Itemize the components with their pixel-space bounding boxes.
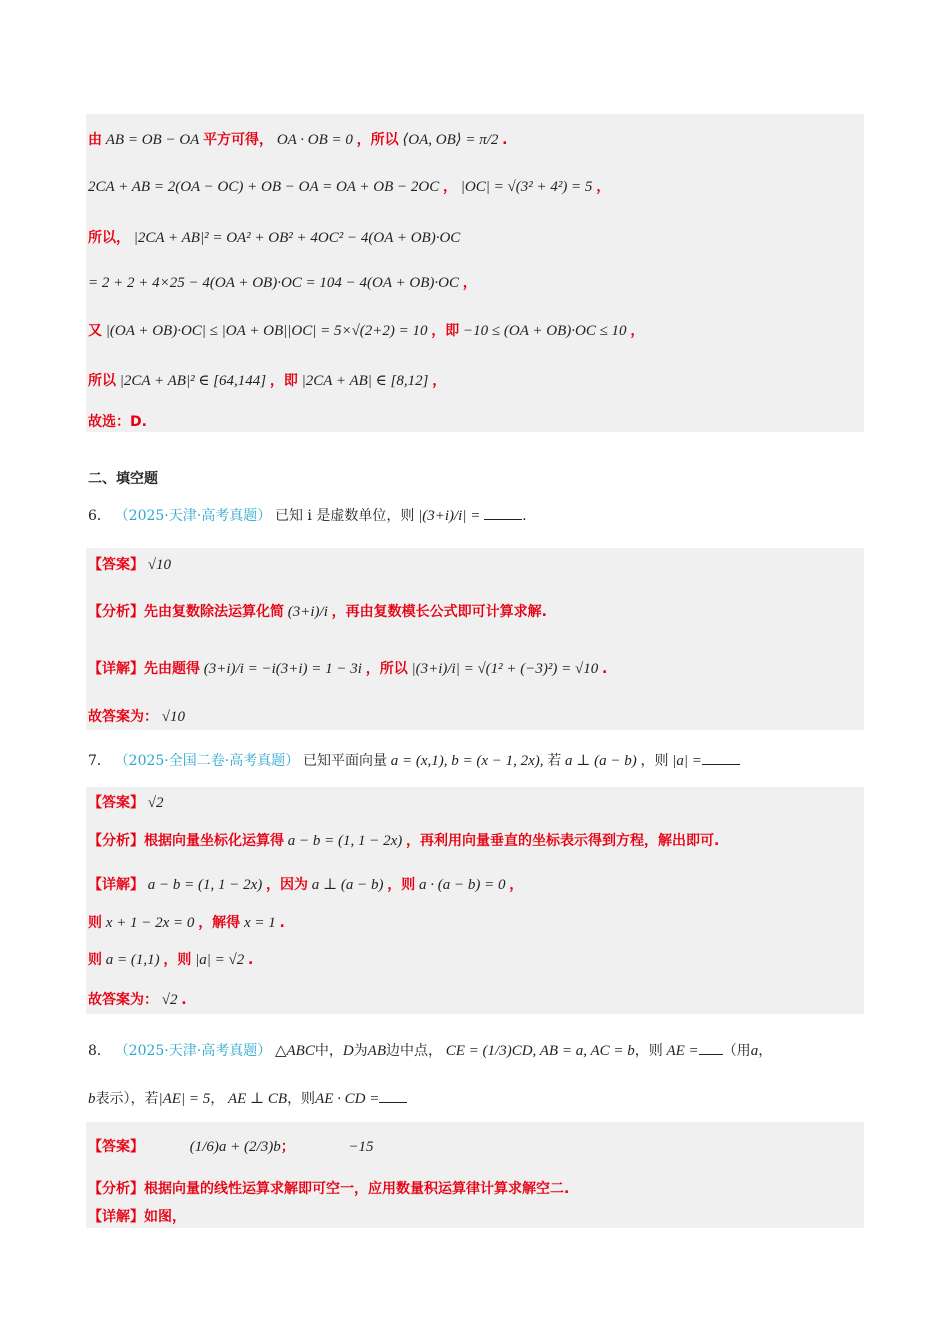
analysis-label: 【分析】	[88, 1181, 144, 1197]
section-title: 二、填空题	[88, 471, 158, 487]
formula: |OC| = √(3² + 4²) = 5	[460, 179, 593, 195]
question-number: 8．	[88, 1043, 111, 1059]
text: 根据向量坐标化运算得	[144, 833, 284, 849]
solution-line-4	[88, 273, 477, 293]
detail-label: 【详解】	[88, 877, 144, 893]
formula: AB = OB − OA	[105, 132, 200, 148]
text: 先由题得	[144, 661, 200, 677]
text: .	[502, 132, 508, 148]
formula: |AE| = 5	[158, 1091, 211, 1107]
text: ，	[462, 275, 477, 291]
q8-answer	[88, 1137, 374, 1157]
answer-value: (1/6)a + (2/3)b	[189, 1139, 281, 1155]
text: .	[181, 992, 187, 1008]
text: ，	[432, 373, 447, 389]
formula: (3+i)/i	[287, 604, 328, 620]
analysis-label: 【分析】	[88, 604, 144, 620]
formula: AE =	[666, 1043, 699, 1059]
solution-line-7	[88, 412, 147, 432]
q6-analysis	[88, 602, 547, 622]
text: ，因为	[266, 877, 309, 893]
text: 又	[88, 323, 102, 339]
question-text: ，则	[634, 1043, 663, 1059]
text: ，解得	[198, 915, 241, 931]
text: ，所以	[365, 661, 408, 677]
text: 根据向量的线性运算求解即可空一，应用数量积运算律计算求解空二.	[144, 1181, 570, 1197]
text: ，即	[269, 373, 298, 389]
question-source: （2025·天津·高考真题）	[114, 1043, 272, 1059]
text: ，	[509, 877, 524, 893]
q6-answer	[88, 555, 171, 575]
question-text: ，则	[287, 1091, 316, 1107]
text: .	[279, 915, 285, 931]
text: ，即	[431, 323, 460, 339]
text: ，所以	[356, 132, 399, 148]
formula: a − b = (1, 1 − 2x)	[147, 877, 263, 893]
question-text: 已知平面向量	[302, 753, 387, 769]
answer-blank	[702, 750, 740, 765]
answer-block-7	[86, 787, 864, 1014]
question-text: （用	[722, 1043, 751, 1059]
solution-line-5	[88, 321, 644, 341]
formula: AB	[367, 1043, 386, 1059]
question-text: 若	[547, 753, 562, 769]
formula: b	[88, 1091, 96, 1107]
q6-final	[88, 707, 185, 727]
formula: (3+i)/i = −i(3+i) = 1 − 3i	[203, 661, 362, 677]
question-text: 中，	[314, 1043, 343, 1059]
answer-label: 【答案】	[88, 557, 144, 573]
text: ，再由复数模长公式即可计算求解.	[331, 604, 547, 620]
q7-answer	[88, 793, 163, 813]
q8-detail	[88, 1207, 186, 1227]
formula: |2CA + AB|² ∈ [64,144]	[119, 373, 267, 389]
answer-value: −15	[348, 1139, 374, 1155]
text: 平方可得，	[203, 132, 274, 148]
question-text: 为	[353, 1043, 368, 1059]
question-7	[88, 750, 740, 771]
final-value: √10	[161, 709, 185, 725]
formula: x + 1 − 2x = 0	[105, 915, 195, 931]
formula: a	[750, 1043, 759, 1059]
question-text: 边中点，	[386, 1043, 442, 1059]
text: .	[522, 508, 527, 524]
question-text: ，	[758, 1043, 773, 1059]
answer-blank	[699, 1040, 723, 1055]
question-text: ，则	[640, 753, 669, 769]
formula: D	[342, 1043, 354, 1059]
final-value: √2	[161, 992, 178, 1008]
formula: |(3+i)/i| =	[418, 508, 481, 524]
q7-analysis	[88, 831, 719, 851]
text: 则	[88, 915, 102, 931]
answer-block-6	[86, 548, 864, 730]
text: 故选：D.	[88, 414, 147, 430]
text: ，则	[163, 952, 192, 968]
q7-final	[88, 990, 187, 1010]
formula: OA · OB = 0	[276, 132, 353, 148]
formula: a ⊥ (a − b)	[311, 877, 384, 893]
analysis-label: 【分析】	[88, 833, 144, 849]
text: ；	[280, 1139, 295, 1155]
final-label: 故答案为：	[88, 992, 158, 1008]
question-text: 已知 i 是虚数单位，则	[274, 508, 415, 524]
text: ，	[630, 323, 645, 339]
q6-detail	[88, 659, 607, 679]
text: 所以，	[88, 230, 130, 246]
question-8-cont	[88, 1088, 407, 1109]
solution-line-1	[88, 130, 507, 150]
text: ，	[443, 179, 458, 195]
formula: 2CA + AB = 2(OA − OC) + OB − OA = OA + OB − 2OC	[88, 179, 440, 195]
q8-analysis	[88, 1179, 569, 1199]
formula: a = (x,1), b = (x − 1, 2x),	[390, 753, 544, 769]
formula: a · (a − b) = 0	[418, 877, 506, 893]
q7-detail-3	[88, 950, 253, 970]
formula: |a| = √2	[195, 952, 245, 968]
formula: a ⊥ (a − b)	[565, 753, 637, 769]
answer-blank	[484, 505, 522, 520]
question-text: 表示），若	[95, 1091, 159, 1107]
final-label: 故答案为：	[88, 709, 158, 725]
question-source: （2025·天津·高考真题）	[114, 508, 272, 524]
solution-line-6	[88, 371, 446, 391]
text: ，则	[387, 877, 416, 893]
text: ，再利用向量垂直的坐标表示得到方程，解出即可.	[406, 833, 720, 849]
text: .	[247, 952, 254, 968]
text: 所以	[88, 373, 116, 389]
question-number: 7．	[88, 753, 111, 769]
question-text: ，	[210, 1091, 225, 1107]
formula: △ABC	[274, 1043, 315, 1059]
question-6	[88, 505, 527, 526]
answer-blank	[379, 1088, 407, 1103]
formula: |(3+i)/i| = √(1² + (−3)²) = √10	[411, 661, 599, 677]
formula: CE = (1/3)CD, AB = a, AC = b	[445, 1043, 635, 1059]
text: 则	[88, 952, 102, 968]
text: ，	[596, 179, 611, 195]
formula: = 2 + 2 + 4×25 − 4(OA + OB)·OC = 104 − 4(OA + OB)·OC	[88, 275, 459, 291]
answer-value: √2	[147, 795, 164, 811]
text: 先由复数除法运算化简	[144, 604, 284, 620]
formula: AE · CD =	[315, 1091, 380, 1107]
formula: −10 ≤ (OA + OB)·OC ≤ 10	[463, 323, 627, 339]
solution-line-3	[88, 228, 460, 248]
question-source: （2025·全国二卷·高考真题）	[114, 753, 300, 769]
formula: AE ⊥ CB	[227, 1091, 288, 1107]
q7-detail	[88, 875, 523, 895]
formula: a − b = (1, 1 − 2x)	[287, 833, 403, 849]
text: 由	[88, 132, 102, 148]
answer-label: 【答案】	[88, 795, 144, 811]
answer-value: √10	[147, 557, 171, 573]
formula: ⟨OA, OB⟩ = π/2	[402, 132, 499, 148]
text: 如图，	[144, 1209, 186, 1225]
answer-label: 【答案】	[88, 1139, 144, 1155]
formula: x = 1	[243, 915, 276, 931]
formula: |a| =	[672, 753, 702, 769]
q7-detail-2	[88, 913, 285, 933]
solution-line-2	[88, 177, 610, 197]
detail-label: 【详解】	[88, 661, 144, 677]
formula: |2CA + AB| ∈ [8,12]	[301, 373, 429, 389]
formula: |2CA + AB|² = OA² + OB² + 4OC² − 4(OA + OB)·OC	[133, 230, 461, 246]
question-number: 6．	[88, 508, 111, 524]
formula: |(OA + OB)·OC| ≤ |OA + OB||OC| = 5×√(2+2) = 10	[105, 323, 428, 339]
detail-label: 【详解】	[88, 1209, 144, 1225]
question-8	[88, 1040, 772, 1061]
formula: a = (1,1)	[105, 952, 160, 968]
text: .	[602, 661, 608, 677]
